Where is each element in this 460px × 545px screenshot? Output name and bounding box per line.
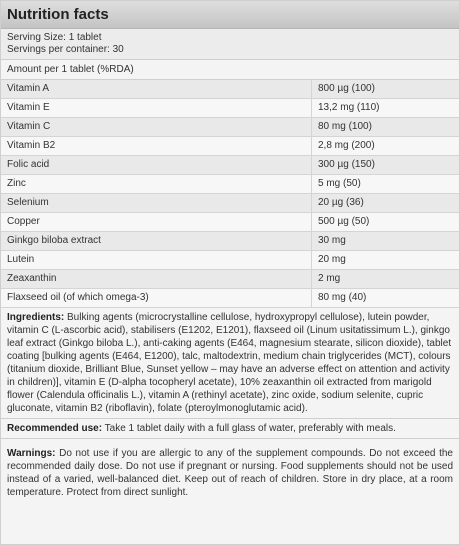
nutrient-name: Ginkgo biloba extract [1, 232, 312, 251]
nutrient-amount: 30 mg [312, 232, 460, 251]
panel-header [1, 1, 459, 29]
ingredients-section [1, 308, 459, 419]
table-row [1, 213, 459, 232]
recommended-use-section [1, 419, 459, 439]
serving-info [1, 29, 459, 60]
servings-per-container: Servings per container: 30 [7, 44, 124, 55]
nutrient-amount: 2,8 mg (200) [312, 137, 460, 156]
nutrient-name: Flaxseed oil (of which omega-3) [1, 289, 312, 308]
amount-header: Amount per 1 tablet (%RDA) [1, 60, 459, 80]
nutrient-amount: 500 µg (50) [312, 213, 460, 232]
ingredients-label: Ingredients: [7, 312, 65, 323]
table-row [1, 137, 459, 156]
nutrient-name: Folic acid [1, 156, 312, 175]
table-row [1, 175, 459, 194]
ingredients-text: Bulking agents (microcrystalline cellulose, hydroxypropyl cellulose), lutein powder, vitamin C (L-ascorbic acid), stabilisers (E1202, E1201), flaxseed oil (Linum usitatissimum L.), ginkgo leaf extract (Ginkgo biloba L.), anti-caking agents (E464, magnesium stearate, silicon dioxide), tablet coating [bulking agents (E464, E1200), talc, maltodextrin, medium chain triglycerides (MCT), colours (titanium dioxide, Brilliant Blue, Sunset yellow – may have an adverse effect on attention and activity in children)], vitamin E (D-alpha tocopheryl acetate), 10% zeaxanthin oil extracted from marigold flower (Calendula officinalis L.), vitamin A (rethinyl acetate), zinc oxide, sodium selenite, cupric gluconate, vitamin B2 (riboflavin), folate (pteroylmonoglutamic acid). [7, 312, 452, 414]
nutrient-amount: 800 µg (100) [312, 80, 460, 99]
warnings-label: Warnings: [7, 448, 56, 459]
table-row [1, 80, 459, 99]
nutrient-amount: 13,2 mg (110) [312, 99, 460, 118]
serving-size: Serving Size: 1 tablet [7, 32, 102, 43]
nutrient-amount: 20 mg [312, 251, 460, 270]
warnings-section [1, 439, 459, 502]
table-row [1, 99, 459, 118]
table-row [1, 232, 459, 251]
nutrient-name: Copper [1, 213, 312, 232]
nutrient-name: Vitamin E [1, 99, 312, 118]
nutrient-name: Vitamin A [1, 80, 312, 99]
nutrient-amount: 5 mg (50) [312, 175, 460, 194]
table-row [1, 156, 459, 175]
nutrient-name: Vitamin B2 [1, 137, 312, 156]
nutrients-table [1, 80, 459, 308]
table-row [1, 251, 459, 270]
panel-title: Nutrition facts [7, 6, 109, 23]
nutrient-name: Selenium [1, 194, 312, 213]
nutrient-name: Lutein [1, 251, 312, 270]
recommended-use-text: Take 1 tablet daily with a full glass of water, preferably with meals. [102, 423, 396, 434]
recommended-use-label: Recommended use: [7, 423, 103, 434]
table-row [1, 118, 459, 137]
nutrient-name: Vitamin C [1, 118, 312, 137]
table-row [1, 270, 459, 289]
table-row [1, 194, 459, 213]
nutrient-amount: 20 µg (36) [312, 194, 460, 213]
table-row [1, 289, 459, 308]
nutrient-amount: 2 mg [312, 270, 460, 289]
nutrient-amount: 300 µg (150) [312, 156, 460, 175]
nutrient-amount: 80 mg (100) [312, 118, 460, 137]
nutrient-amount: 80 mg (40) [312, 289, 460, 308]
warnings-text: Do not use if you are allergic to any of the supplement compounds. Do not exceed the recommended daily dose. Do not use if pregnant or nursing. Food supplements should not be used instead of a varied, well-balanced diet. Keep out of reach of children. Store in dry place, at a room temperature. Protect from direct sunlight. [7, 448, 453, 498]
nutrient-name: Zinc [1, 175, 312, 194]
nutrient-name: Zeaxanthin [1, 270, 312, 289]
